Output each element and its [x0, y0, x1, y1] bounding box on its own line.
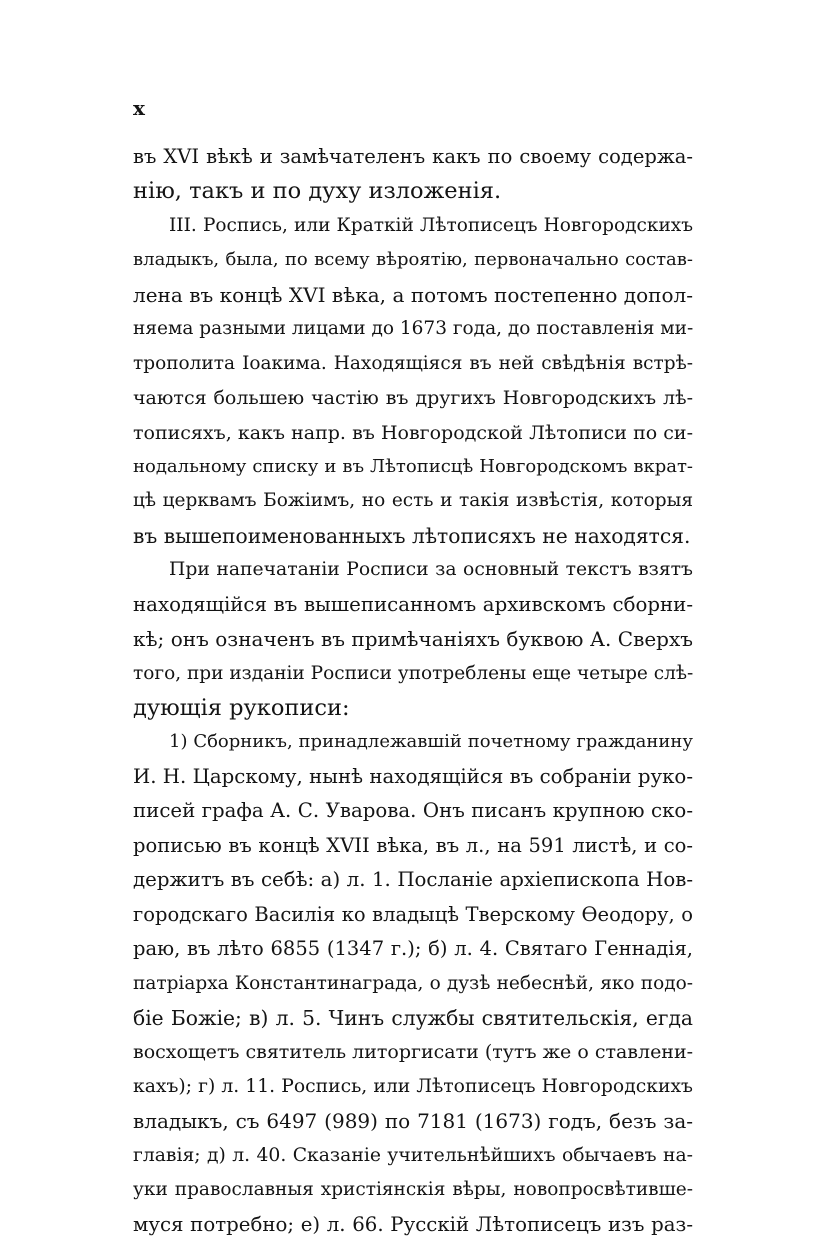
text-line: біе Божіе; в) л. 5. Чинъ службы святительскія, егда	[133, 1005, 693, 1030]
text-line: чаются большею частію въ другихъ Новгородскихъ лѣ-	[133, 387, 693, 410]
text-line: рописью въ концѣ XVII вѣка, въ л., на 591 листѣ, и со-	[133, 833, 693, 857]
text-line: нію, такъ и по духу изложенія.	[133, 178, 502, 205]
text-line: тописяхъ, какъ напр. въ Новгородской Лѣтописи по си-	[133, 421, 693, 444]
text-line: 1) Сборникъ, принадлежавшій почетному гражданину	[169, 731, 693, 753]
body-text	[133, 140, 693, 1242]
text-line: дующія рукописи:	[133, 695, 350, 721]
text-line: III. Роспись, или Краткій Лѣтописецъ Новгородскихъ	[169, 214, 693, 236]
text-line: держитъ въ себѣ: а) л. 1. Посланіе архіепископа Нов-	[133, 868, 693, 892]
text-line: цѣ церквамъ Божіимъ, но есть и такія извѣстія, которыя	[133, 490, 693, 512]
text-line: патріарха Константинаграда, о дузѣ небеснѣй, яко подо-	[133, 972, 693, 994]
text-line: городскаго Василія ко владыцѣ Тверскому Ѳеодору, о	[133, 902, 693, 926]
text-line: уки православныя христіянскія вѣры, новопросвѣтивше-	[133, 1179, 693, 1201]
text-line: въ вышепоименованныхъ лѣтописяхъ не находятся.	[133, 523, 691, 548]
text-line: муся потребно; е) л. 66. Русскій Лѣтописецъ изъ раз-	[133, 1212, 693, 1236]
text-line: лена въ концѣ XVI вѣка, а потомъ постепенно допол-	[133, 282, 693, 307]
text-line: писей графа А. С. Уварова. Онъ писанъ крупною ско-	[133, 799, 693, 823]
text-line: кѣ; онъ означенъ въ примѣчаніяхъ буквою А. Сверхъ	[133, 627, 693, 652]
text-line: няема разными лицами до 1673 года, до поставленія ми-	[133, 318, 693, 340]
text-line: главія; д) л. 40. Сказаніе учительнѣйшихъ обычаевъ на-	[133, 1144, 693, 1166]
text-line: кахъ); г) л. 11. Роспись, или Лѣтописецъ Новгородскихъ	[133, 1075, 693, 1097]
text-line: въ XVI вѣкѣ и замѣчателенъ какъ по своему содержа-	[133, 145, 693, 168]
text-line: И. Н. Царскому, нынѣ находящійся въ собраніи руко-	[133, 764, 693, 788]
text-line: нодальному списку и въ Лѣтописцѣ Новгородскомъ вкрат-	[133, 455, 693, 477]
text-line: восхощетъ святитель литоргисати (тутъ же о ставлени-	[133, 1041, 693, 1064]
text-line: того, при изданіи Росписи употреблены еще четыре слѣ-	[133, 662, 693, 684]
page-number: x	[133, 96, 145, 120]
text-line: раю, въ лѣто 6855 (1347 г.); б) л. 4. Святаго Геннадія,	[133, 937, 693, 961]
text-line: При напечатаніи Росписи за основный текстъ взятъ	[169, 559, 693, 581]
text-line: находящійся въ вышеписанномъ архивскомъ сборни-	[133, 592, 693, 616]
text-line: владыкъ, съ 6497 (989) по 7181 (1673) годъ, безъ за-	[133, 1109, 693, 1134]
text-line: владыкъ, была, по всему вѣроятію, первоначально состав-	[133, 249, 693, 271]
text-line: трополита Іоакима. Находящіяся въ ней свѣдѣнія встрѣ-	[133, 352, 693, 374]
